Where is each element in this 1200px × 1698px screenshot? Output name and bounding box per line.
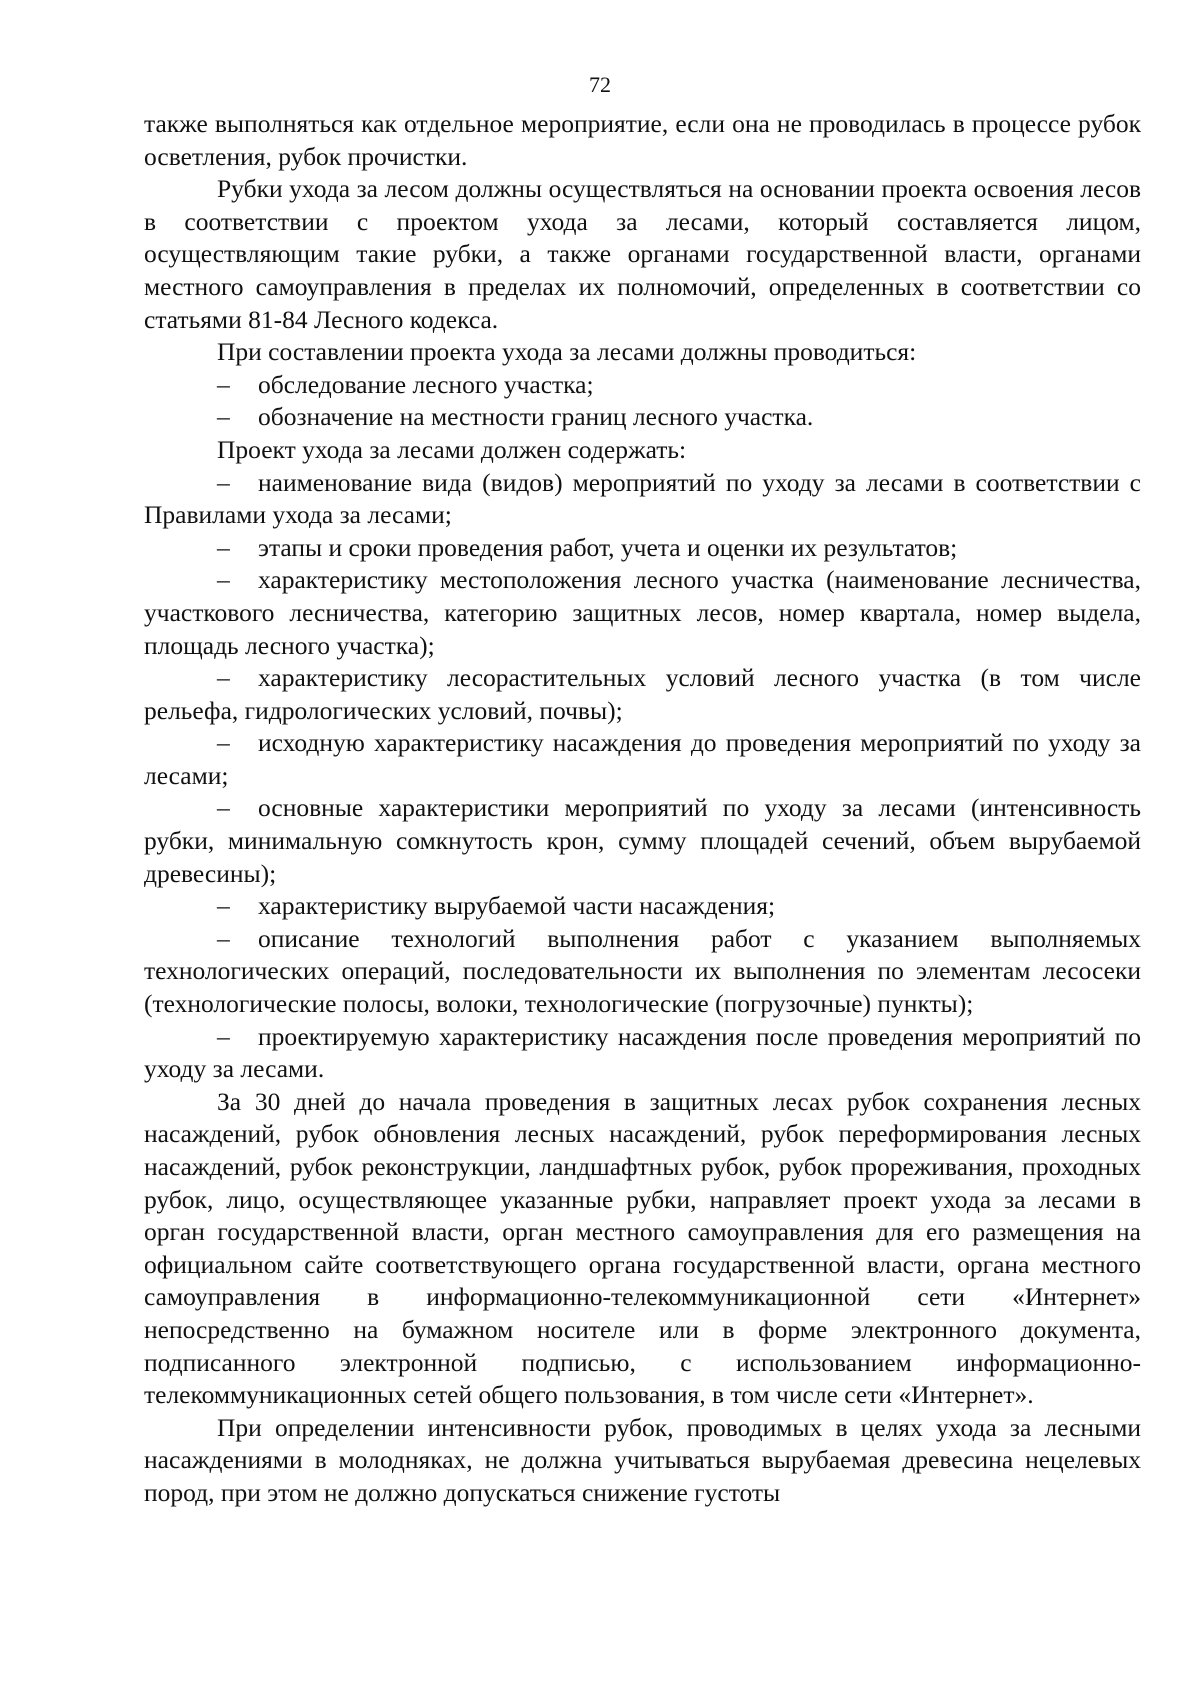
list-item	[144, 401, 1141, 434]
paragraph-continuation: также выполняться как отдельное мероприятие, если она не проводилась в процессе рубок осветления, рубок прочистки.	[144, 109, 1141, 171]
paragraph-thinning-basis: Рубки ухода за лесом должны осуществляться на основании проекта освоения лесов в соответствии с проектом ухода за лесами, который составляется лицом, осуществляющим такие рубки, а также органами государственной власти, органами местного самоуправления в пределах их полномочий, определенных в соответствии со статьями 81-84 Лесного кодекса.	[144, 174, 1141, 334]
list-item-text: наименование вида (видов) мероприятий по уходу за лесами в соответствии с Правилами ухода за лесами;	[144, 467, 1141, 530]
list-item-text: описание технологий выполнения работ с указанием выполняемых технологических операций, последовательности их выполнения по элементам лесосеки (технологические полосы, волоки, технологические (погрузочные) пункты);	[144, 923, 1141, 1019]
paragraph-project-requirements: При составлении проекта ухода за лесами должны проводиться:	[217, 337, 917, 367]
paragraph-intensity: При определении интенсивности рубок, проводимых в целях ухода за лесными насаждениями в молодняках, не должна учитываться вырубаемая древесина нецелевых пород, при этом не должно допускаться снижение густоты	[144, 1412, 1141, 1507]
list-item	[144, 369, 1141, 402]
list-item-text: исходную характеристику насаждения до проведения мероприятий по уходу за лесами;	[144, 728, 1141, 790]
list-item	[144, 467, 1141, 532]
paragraph-project-contents: Проект ухода за лесами должен содержать:	[217, 434, 687, 464]
list-item-text: основные характеристики мероприятий по уходу за лесами (интенсивность рубки, минимальную сомкнутость крон, сумму площадей сечений, объем вырубаемой древесины);	[144, 793, 1141, 888]
list-dash: –	[217, 565, 230, 595]
list-item-text: характеристику местоположения лесного участка (наименование лесничества, участкового лесничества, категорию защитных лесов, номер квартала, номер выдела, площадь лесного участка);	[144, 565, 1141, 660]
list-item	[144, 564, 1141, 662]
list-item	[144, 792, 1141, 890]
list-item	[144, 532, 1141, 565]
list-dash: –	[217, 923, 230, 953]
list-dash: –	[217, 891, 230, 921]
document-body	[144, 108, 1141, 1510]
list-dash: –	[217, 467, 230, 497]
list-item-text: обследование лесного участка;	[258, 369, 594, 399]
list-dash: –	[217, 402, 230, 432]
list-item-text: этапы и сроки проведения работ, учета и оценки их результатов;	[258, 532, 958, 562]
list-dash: –	[217, 728, 230, 758]
page-number: 72	[589, 72, 611, 97]
paragraph-project-submission: За 30 дней до начала проведения в защитных лесах рубок сохранения лесных насаждений, рубок обновления лесных насаждений, рубок переформирования лесных насаждений, рубок реконструкции, ландшафтных рубок, рубок прореживания, проходных рубок, лицо, осуществляющее указанные рубки, направляет проект ухода за лесами в орган государственной власти, орган местного самоуправления для его размещения на официальном сайте соответствующего органа государственной власти, органа местного самоуправления в информационно-телекоммуникационной сети «Интернет» непосредственно на бумажном носителе или в форме электронного документа, подписанного электронной подписью, с использованием информационно-телекоммуникационных сетей общего пользования, в том числе сети «Интернет».	[144, 1086, 1141, 1410]
list-item-text: характеристику вырубаемой части насаждения;	[258, 891, 776, 921]
list-item-text: характеристику лесорастительных условий лесного участка (в том числе рельефа, гидрологических условий, почвы);	[144, 663, 1141, 725]
list-dash: –	[217, 793, 230, 823]
list-dash: –	[217, 369, 230, 399]
list-item	[144, 923, 1141, 1021]
list-item-text: проектируемую характеристику насаждения после проведения мероприятий по уходу за лесами.	[144, 1021, 1141, 1084]
list-dash: –	[217, 663, 230, 693]
list-item	[144, 662, 1141, 727]
list-dash: –	[217, 532, 230, 562]
list-item	[144, 890, 1141, 923]
list-item	[144, 727, 1141, 792]
list-item-text: обозначение на местности границ лесного участка.	[258, 402, 814, 432]
list-dash: –	[217, 1021, 230, 1051]
list-item	[144, 1021, 1141, 1086]
